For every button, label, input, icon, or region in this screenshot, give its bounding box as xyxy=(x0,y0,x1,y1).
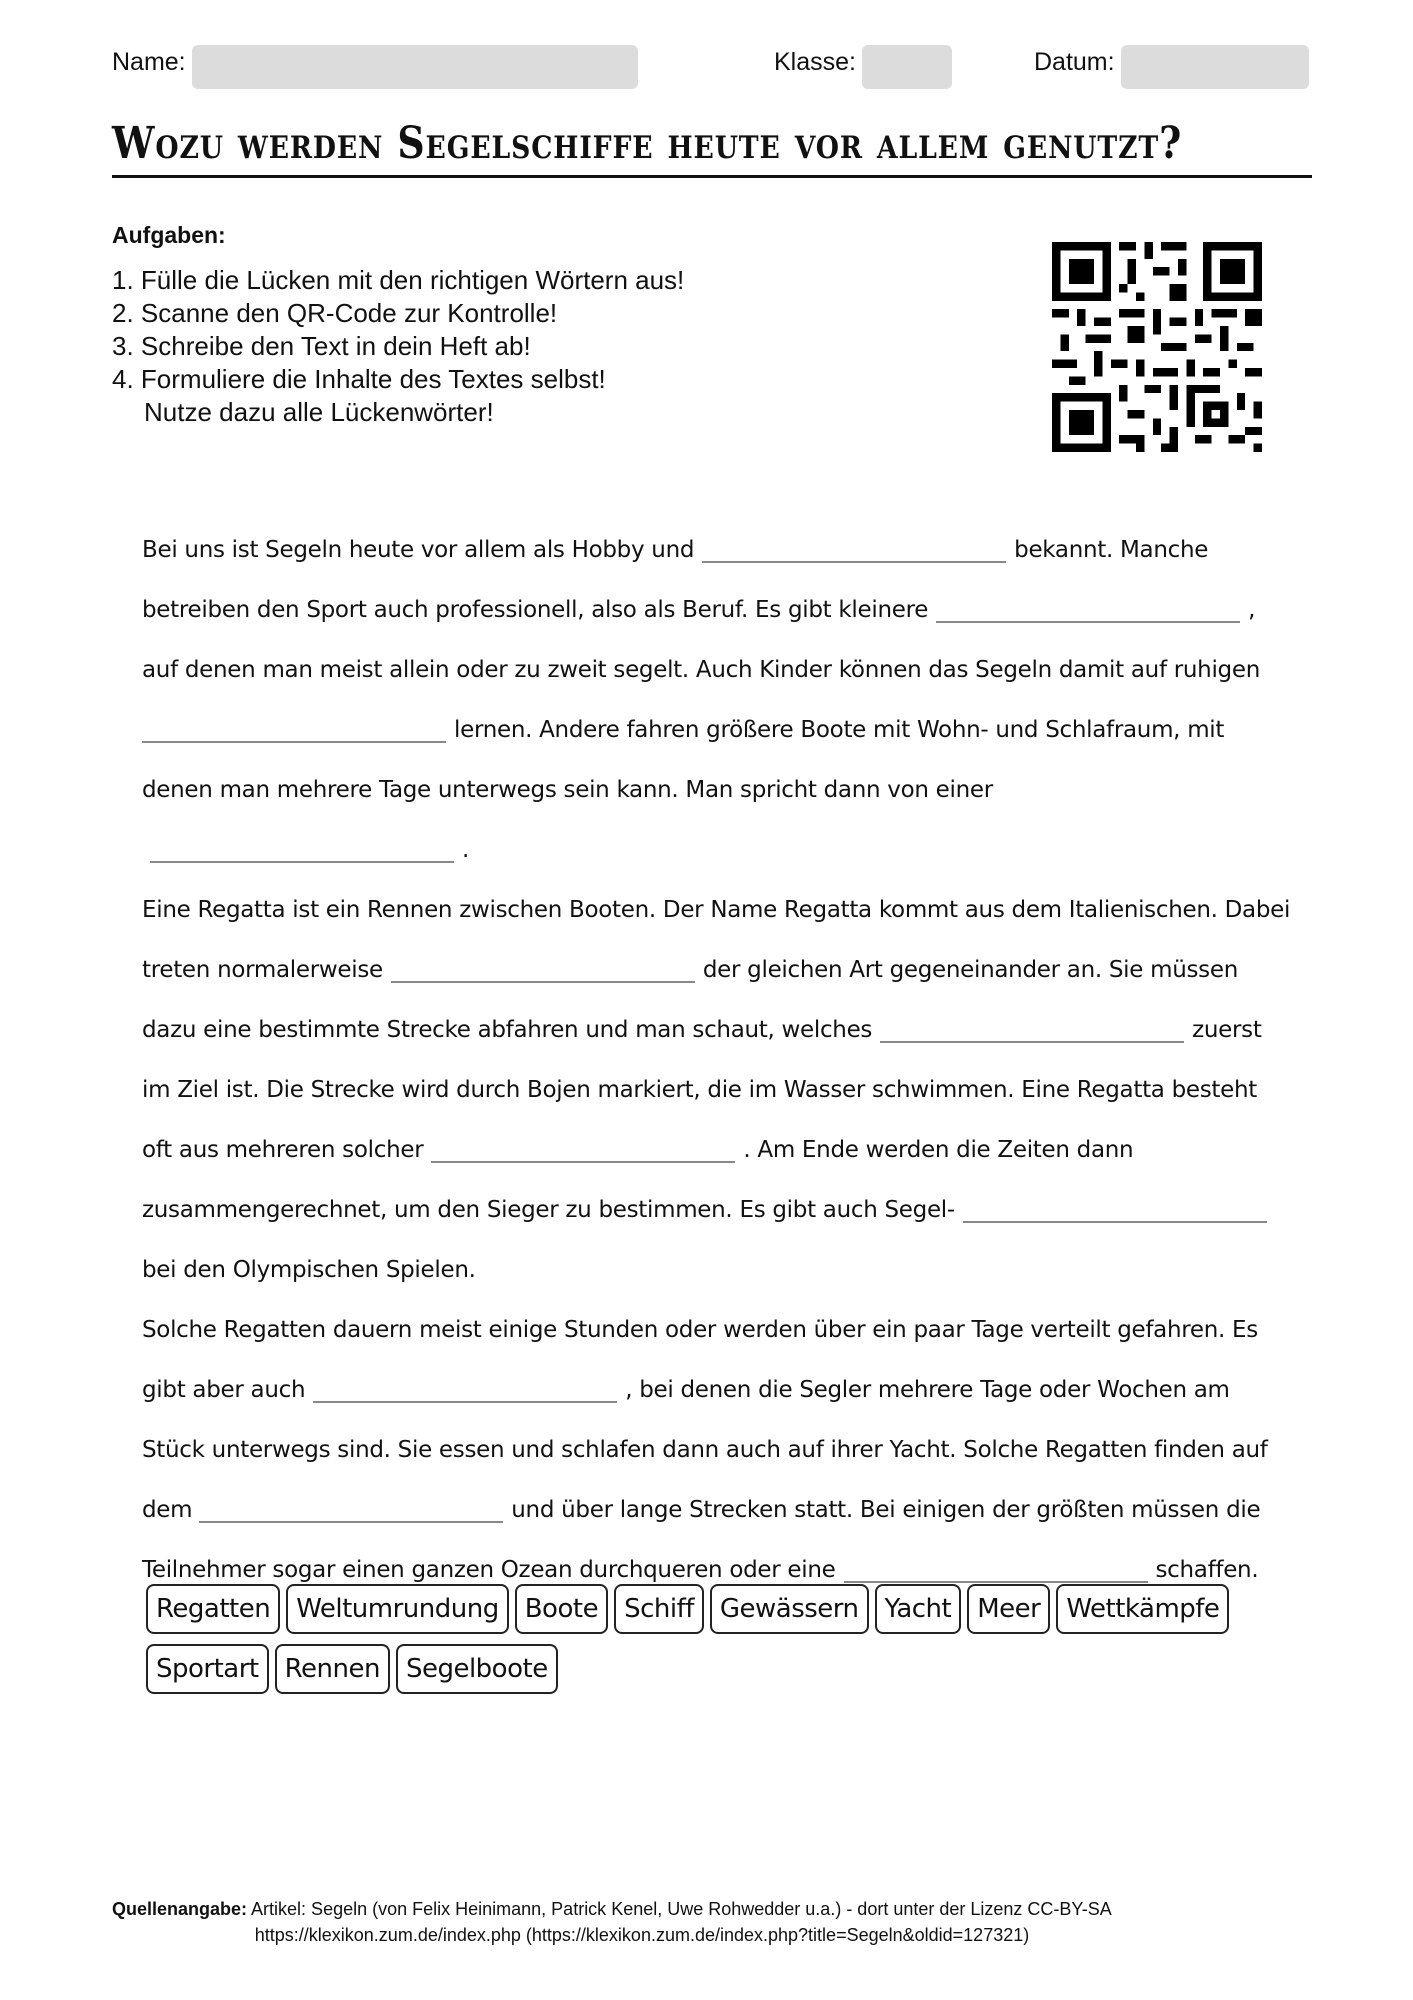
paragraph-1: Bei uns ist Segeln heute vor allem als Hobby und bekannt. Manche betreiben den Sport auch professionell, also als Beruf. Es gibt kleinere , auf denen man meist allein oder zu zweit segelt. Auch Kinder können das Segeln damit auf ruhigen lernen. Andere fahren größere Boote mit Wohn- und Schlafraum, mit denen man mehrere Tage unterwegs sein kann. Man spricht dann von einer. xyxy=(142,537,1260,863)
datum-label: Datum: xyxy=(1034,48,1115,76)
blank-field[interactable] xyxy=(150,861,454,863)
word-chip[interactable]: Yacht xyxy=(875,1584,962,1634)
task-item: 4. Formuliere die Inhalte des Textes selbst! xyxy=(112,364,606,394)
cloze-text xyxy=(142,520,1292,1600)
title-underline xyxy=(112,175,1312,178)
tasks-heading: Aufgaben: xyxy=(112,222,226,248)
blank-field[interactable] xyxy=(963,1221,1267,1223)
qr-code-icon[interactable] xyxy=(1052,242,1262,452)
task-item: 2. Scanne den QR-Code zur Kontrolle! xyxy=(112,298,558,328)
word-chip[interactable]: Segelboote xyxy=(396,1644,558,1694)
name-label: Name: xyxy=(112,48,186,76)
blank-field[interactable] xyxy=(142,741,446,743)
word-chip[interactable]: Sportart xyxy=(146,1644,269,1694)
datum-field[interactable] xyxy=(1121,45,1309,89)
page-title: Wozu werden Segelschiffe heute vor allem genutzt? xyxy=(112,118,1183,169)
word-bank xyxy=(146,1584,1276,1704)
task-item: 1. Fülle die Lücken mit den richtigen Wörtern aus! xyxy=(112,265,685,295)
source-url: https://klexikon.zum.de/index.php (https://klexikon.zum.de/index.php?title=Segeln&oldid=127321) xyxy=(254,1925,1030,1945)
paragraph-3: Solche Regatten dauern meist einige Stunden oder werden über ein paar Tage verteilt gefahren. Es gibt aber auch , bei denen die Segler mehrere Tage oder Wochen am Stück unterwegs sind. Sie essen und schlafen dann auch auf ihrer Yacht. Solche Regatten finden auf dem und über lange Strecken statt. Bei einigen der größten müssen die Teilnehmer sogar einen ganzen Ozean durchqueren oder eine schaffen. xyxy=(142,1317,1268,1583)
paragraph-2: Eine Regatta ist ein Rennen zwischen Booten. Der Name Regatta kommt aus dem Italienischen. Dabei treten normalerweise der gleichen Art gegeneinander an. Sie müssen dazu eine bestimmte Strecke abfahren und man schaut, welches zuerst im Ziel ist. Die Strecke wird durch Bojen markiert, die im Wasser schwimmen. Eine Regatta besteht oft aus mehreren solcher . Am Ende werden die Zeiten dann zusammengerechnet, um den Sieger zu bestimmen. Es gibt auch Segel-bei den Olympischen Spielen. xyxy=(142,897,1291,1283)
word-chip[interactable]: Wettkämpfe xyxy=(1056,1584,1229,1634)
blank-field[interactable] xyxy=(313,1401,617,1403)
blank-field[interactable] xyxy=(431,1161,735,1163)
klasse-label: Klasse: xyxy=(774,48,856,76)
name-field[interactable] xyxy=(192,45,638,89)
task-item: Nutze dazu alle Lückenwörter! xyxy=(144,397,494,427)
word-chip[interactable]: Rennen xyxy=(275,1644,390,1694)
task-item: 3. Schreibe den Text in dein Heft ab! xyxy=(112,331,531,361)
klasse-field[interactable] xyxy=(862,45,952,89)
blank-field[interactable] xyxy=(391,981,695,983)
word-chip[interactable]: Gewässern xyxy=(710,1584,869,1634)
word-chip[interactable]: Regatten xyxy=(146,1584,280,1634)
word-chip[interactable]: Weltumrundung xyxy=(286,1584,509,1634)
word-chip[interactable]: Boote xyxy=(515,1584,608,1634)
word-chip[interactable]: Schiff xyxy=(614,1584,704,1634)
blank-field[interactable] xyxy=(702,561,1006,563)
task-list xyxy=(112,264,684,429)
blank-field[interactable] xyxy=(936,621,1240,623)
blank-field[interactable] xyxy=(880,1041,1184,1043)
blank-field[interactable] xyxy=(199,1521,503,1523)
word-chip[interactable]: Meer xyxy=(967,1584,1050,1634)
source-citation: Artikel: Segeln (von Felix Heinimann, Patrick Kenel, Uwe Rohwedder u.a.) - dort unter der Lizenz CC-BY-SA xyxy=(251,1899,1112,1919)
source-label: Quellenangabe: xyxy=(112,1899,248,1919)
source-footer xyxy=(112,1896,1312,1948)
blank-field[interactable] xyxy=(844,1581,1148,1583)
